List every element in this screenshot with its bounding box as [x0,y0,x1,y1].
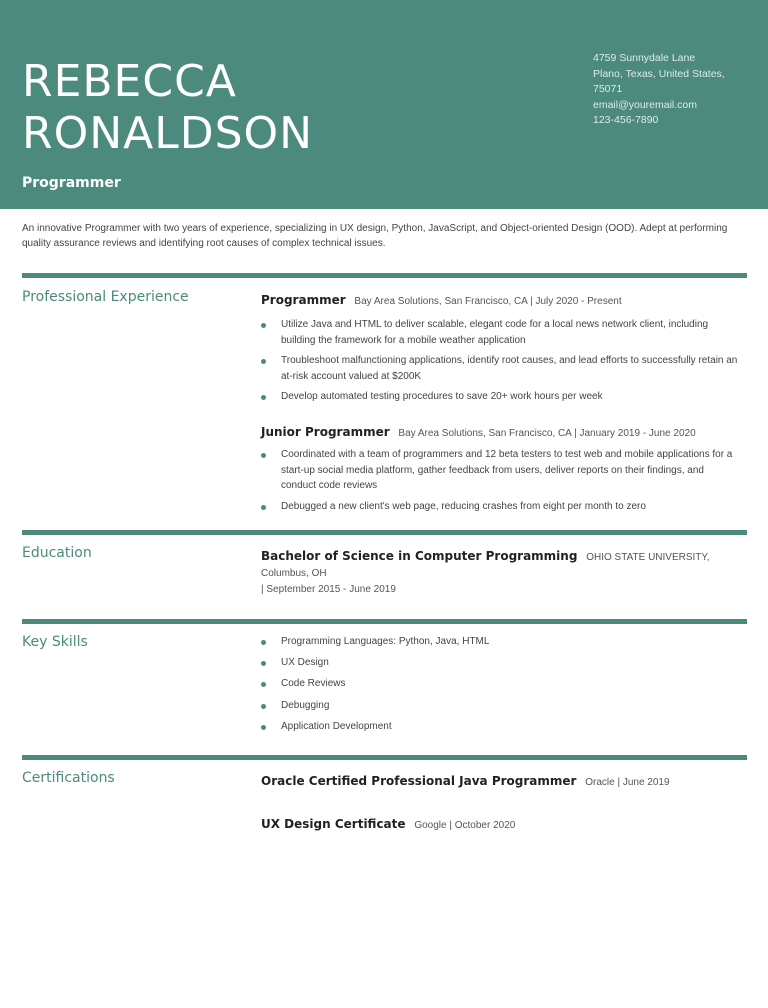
last-name: RONALDSON [22,108,314,159]
summary: An innovative Programmer with two years of experience, specializing in UX design, Python, JavaScript, and Object-oriented Design (OOD). Adept at performing quality assurance reviews and identifying root causes of complex technical issues. [22,223,728,249]
bullet-icon [261,359,266,364]
certifications-heading: Certifications [22,770,115,786]
resume-header [0,0,768,209]
job-title: Programmer [22,175,121,191]
job-details: Bay Area Solutions, San Francisco, CA | January 2019 - June 2020 [398,428,696,439]
list-item [261,499,741,515]
skill-text: Programming Languages: Python, Java, HTML [281,636,490,647]
bullet-icon [261,704,266,709]
certification-line [261,773,741,791]
bullet-icon [261,453,266,458]
section-divider [22,619,747,624]
certification-entry [261,773,741,791]
job-title: Junior Programmer [261,425,390,439]
job-bullets [261,447,741,514]
degree-title: Bachelor of Science in Computer Programming [261,549,578,563]
skill-text: Code Reviews [281,678,346,690]
phone: 123-456-7890 [593,114,659,127]
bullet-text: Coordinated with a team of programmers and 12 beta testers to test web and mobile applications for a start-up social media platform, gather feedback from users, deliver reports on their findings, and conduct code reviews [281,449,733,492]
list-item [261,698,741,714]
job-entry [261,424,741,514]
bullet-icon [261,505,266,510]
skill-text: Application Development [281,720,392,732]
list-item [261,719,741,735]
list-item [261,317,741,348]
job-entry [261,292,741,405]
job-bullets [261,317,741,405]
section-divider [22,755,747,760]
skills-list [261,634,741,734]
certification-name: Oracle Certified Professional Java Programmer [261,774,577,788]
bullet-text: Troubleshoot malfunctioning applications, identify root causes, and lead efforts to successfully retain an at-risk account valued at $200K [281,355,738,382]
experience-heading: Professional Experience [22,289,189,305]
education-dates: | September 2015 - June 2019 [261,584,396,595]
contact-info [593,51,753,129]
email: email@youremail.com [593,98,698,111]
list-item [261,676,741,692]
list-item [261,655,741,671]
bullet-icon [261,661,266,666]
skills-entry [261,634,741,734]
list-item [261,447,741,494]
certification-details: Oracle | June 2019 [585,777,670,788]
education-header [261,548,741,582]
job-header [261,292,741,310]
bullet-icon [261,323,266,328]
zip-code: 75071 [593,83,623,96]
address-line-1: 4759 Sunnydale Lane [593,52,696,64]
skill-text: Debugging [281,699,330,711]
education-details: OHIO STATE UNIVERSITY, Columbus, OH [261,552,710,579]
list-item [261,353,741,384]
skills-heading: Key Skills [22,634,88,650]
list-item [261,634,741,650]
job-header [261,424,741,442]
bullet-text: Utilize Java and HTML to deliver scalable, elegant code for a local news network client, including building the framework for a mobile weather application [281,319,709,346]
certification-entry [261,816,741,834]
section-divider [22,273,747,278]
education-heading: Education [22,545,92,561]
address-line-2: Plano, Texas, United States, [593,67,725,80]
education-entry [261,548,741,598]
bullet-icon [261,725,266,730]
certification-details: Google | October 2020 [414,820,516,831]
bullet-text: Develop automated testing procedures to save 20+ work hours per week [281,391,603,403]
bullet-icon [261,682,266,687]
job-title: Programmer [261,293,346,307]
section-divider [22,530,747,535]
certification-line [261,816,741,834]
first-name: REBECCA [22,56,237,107]
bullet-icon [261,640,266,645]
bullet-icon [261,395,266,400]
certification-name: UX Design Certificate [261,817,406,831]
skill-text: UX Design [281,657,329,669]
list-item [261,389,741,405]
job-details: Bay Area Solutions, San Francisco, CA | July 2020 - Present [354,296,622,307]
bullet-text: Debugged a new client's web page, reducing crashes from eight per month to zero [281,500,646,512]
candidate-name [22,56,313,160]
